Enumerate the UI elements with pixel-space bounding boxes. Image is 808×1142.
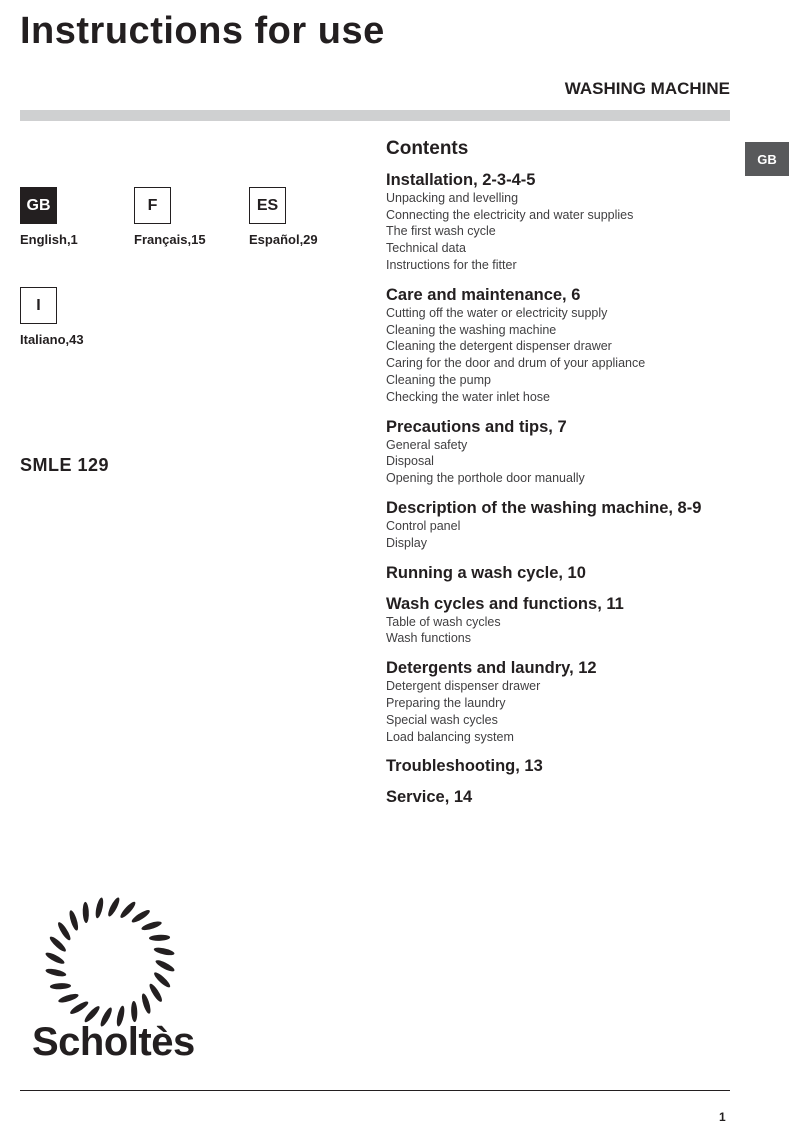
toc-item[interactable]: Instructions for the fitter [386, 257, 517, 272]
toc-item[interactable]: Wash functions [386, 631, 471, 646]
toc-item[interactable]: Connecting the electricity and water supplies [386, 207, 634, 222]
toc-item[interactable]: Opening the porthole door manually [386, 471, 585, 486]
toc-item[interactable]: The first wash cycle [386, 224, 496, 239]
logo-petal [140, 992, 152, 1016]
logo-petal [49, 934, 67, 954]
logo-petal [155, 958, 175, 974]
contents-heading: Contents [386, 138, 469, 159]
toc-item[interactable]: Cutting off the water or electricity supply [386, 305, 608, 320]
logo-petal [153, 946, 174, 956]
toc-section-title[interactable]: Detergents and laundry, 12 [386, 659, 597, 678]
language-box-f[interactable]: F [134, 187, 171, 224]
brand-logo-wordmark: Scholtès [32, 1020, 195, 1064]
logo-petal [45, 967, 66, 977]
toc-section-care [386, 286, 736, 406]
logo-petal [57, 992, 81, 1004]
page-title: Instructions for use [20, 10, 385, 52]
toc-section-description [386, 499, 736, 552]
toc-section-title[interactable]: Service, 14 [386, 788, 473, 807]
toc-section-detergents [386, 659, 736, 745]
logo-petal [106, 897, 122, 917]
logo-petal [56, 920, 72, 942]
logo-petal [94, 897, 104, 918]
toc-item[interactable]: Cleaning the washing machine [386, 322, 557, 337]
logo-petal [130, 908, 152, 924]
language-tab: GB [745, 142, 789, 176]
model-number: SMLE 129 [20, 455, 110, 475]
toc-item[interactable]: Display [386, 535, 427, 550]
toc-item[interactable]: Table of wash cycles [386, 614, 501, 629]
logo-petal [148, 982, 164, 1004]
toc-section-precautions [386, 418, 736, 487]
toc-item[interactable]: Special wash cycles [386, 712, 498, 727]
footer-divider [20, 1090, 730, 1091]
language-box-gb[interactable]: GB [20, 187, 57, 224]
toc-item[interactable]: Technical data [386, 241, 466, 256]
language-label-francais: Français,15 [134, 232, 206, 247]
toc-item[interactable]: Disposal [386, 454, 434, 469]
toc-section-title[interactable]: Description of the washing machine, 8-9 [386, 498, 702, 517]
toc-section-installation [386, 171, 736, 274]
toc-item[interactable]: Cleaning the pump [386, 372, 491, 387]
logo-petal [153, 970, 171, 990]
language-box-i[interactable]: I [20, 287, 57, 324]
toc-section-title[interactable]: Precautions and tips, 7 [386, 417, 567, 436]
page-number: 1 [719, 1110, 726, 1124]
logo-petal [45, 950, 65, 966]
toc-item[interactable]: Load balancing system [386, 729, 514, 744]
logo-petal [49, 983, 72, 990]
language-label-espanol: Español,29 [249, 232, 318, 247]
toc-section-title[interactable]: Wash cycles and functions, 11 [386, 594, 624, 613]
toc-section-title[interactable]: Troubleshooting, 13 [386, 757, 543, 776]
toc-section-running [386, 564, 736, 583]
toc-item[interactable]: Control panel [386, 518, 461, 533]
toc-section-title[interactable]: Running a wash cycle, 10 [386, 563, 586, 582]
logo-petal [118, 901, 138, 919]
language-box-es[interactable]: ES [249, 187, 286, 224]
toc-item[interactable]: General safety [386, 437, 468, 452]
toc-item[interactable]: Caring for the door and drum of your appliance [386, 356, 646, 371]
logo-petal [82, 901, 89, 924]
logo-petal [68, 909, 80, 933]
toc-item[interactable]: Unpacking and levelling [386, 190, 519, 205]
toc-section-wash-cycles [386, 595, 736, 648]
logo-petal [140, 920, 164, 932]
language-label-italiano: Italiano,43 [20, 332, 84, 347]
table-of-contents [386, 138, 736, 819]
toc-section-title[interactable]: Installation, 2-3-4-5 [386, 170, 536, 189]
language-label-english: English,1 [20, 232, 78, 247]
logo-petal [148, 934, 171, 941]
toc-section-troubleshooting [386, 757, 736, 776]
logo-petal [68, 1000, 90, 1016]
toc-item[interactable]: Checking the water inlet hose [386, 389, 550, 404]
toc-section-title[interactable]: Care and maintenance, 6 [386, 285, 581, 304]
toc-item[interactable]: Cleaning the detergent dispenser drawer [386, 339, 612, 354]
header-divider-bar [20, 110, 730, 121]
toc-section-service [386, 788, 736, 807]
product-type: WASHING MACHINE [564, 79, 730, 98]
toc-item[interactable]: Detergent dispenser drawer [386, 679, 541, 694]
toc-item[interactable]: Preparing the laundry [386, 695, 506, 710]
